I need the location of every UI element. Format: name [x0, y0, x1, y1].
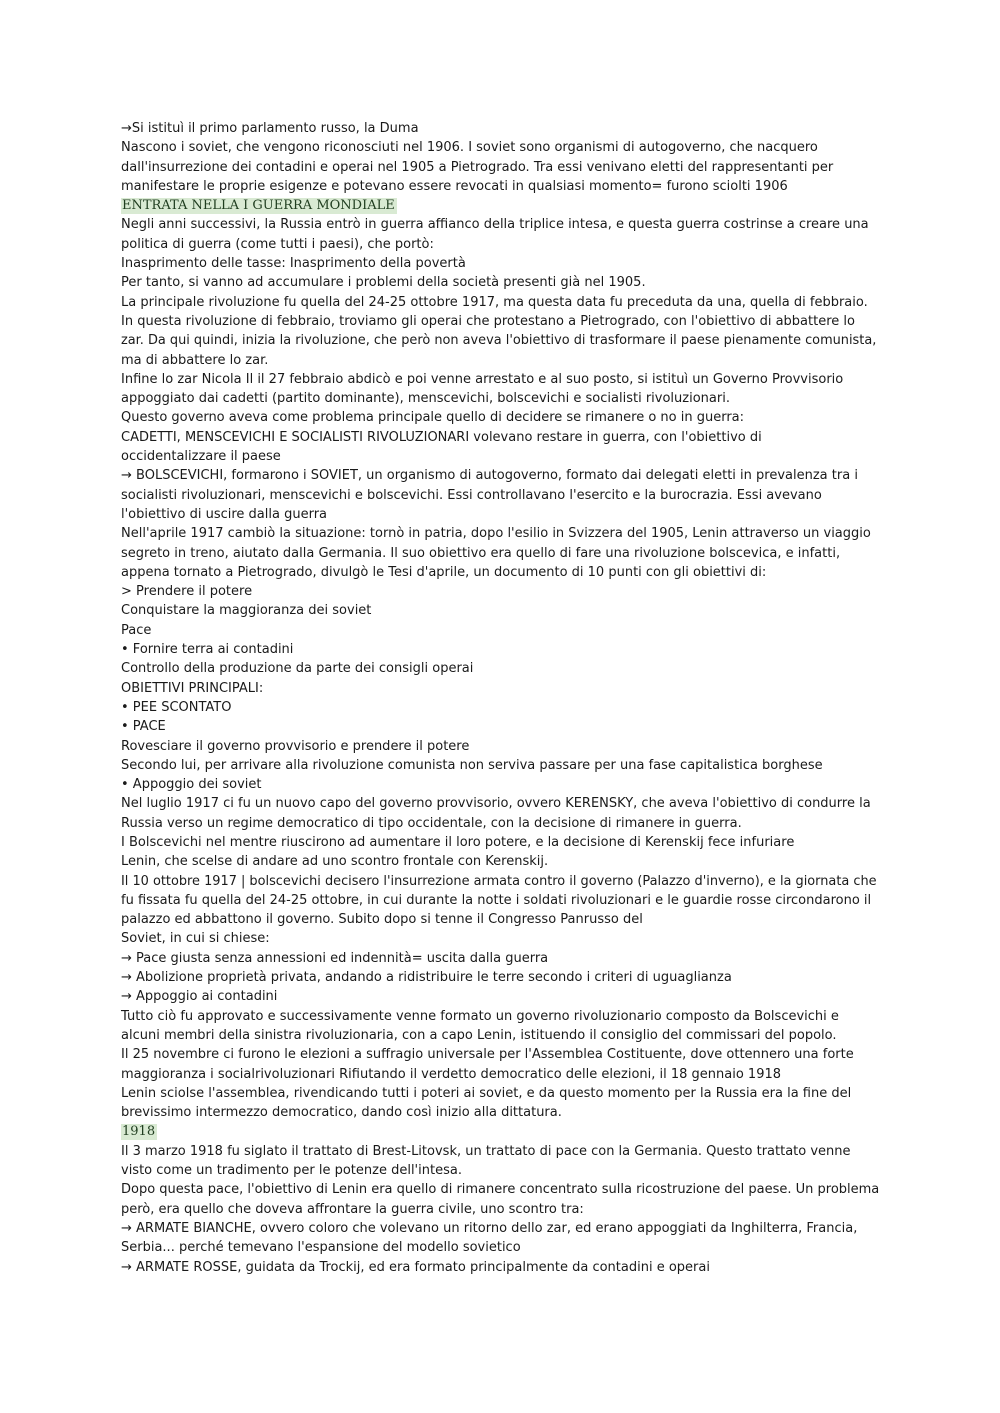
- text-line: [121, 949, 881, 968]
- text-line: [121, 698, 881, 717]
- line-text: Nell'aprile 1917 cambiò la situazione: tornò in patria, dopo l'esilio in Svizzera del 1905, Lenin attraverso un viaggio: [121, 526, 871, 542]
- text-line: [121, 273, 881, 292]
- text-line: [121, 852, 881, 871]
- text-line: [121, 1007, 881, 1026]
- line-text: Il 10 ottobre 1917 | bolscevichi decisero l'insurrezione armata contro il governo (Palazzo d'inverno), e la giornata che: [121, 873, 877, 889]
- line-text: • PEE SCONTATO: [121, 699, 232, 715]
- line-text: Rovesciare il governo provvisorio e prendere il potere: [121, 738, 470, 754]
- text-line: [121, 119, 881, 138]
- document-page: [121, 119, 881, 1277]
- line-text: →Si istituì il primo parlamento russo, la Duma: [121, 121, 419, 136]
- line-text: Negli anni successivi, la Russia entrò in guerra affianco della triplice intesa, e questa guerra costrinse a creare una: [121, 217, 869, 233]
- text-line: [121, 505, 881, 524]
- line-text: CADETTI, MENSCEVICHI E SOCIALISTI RIVOLUZIONARI volevano restare in guerra, con l'obiettivo di: [121, 429, 762, 445]
- text-line: [121, 891, 881, 910]
- text-line: [121, 1238, 881, 1257]
- line-text: appoggiato dai cadetti (partito dominante), menscevichi, bolscevichi e socialisti rivoluzionari.: [121, 391, 730, 407]
- text-line: [121, 544, 881, 563]
- line-text: Per tanto, si vanno ad accumulare i problemi della società presenti già nel 1905.: [121, 275, 646, 291]
- line-text: Conquistare la maggioranza dei soviet: [121, 603, 372, 619]
- text-line: [121, 1045, 881, 1064]
- line-text: • PACE: [121, 719, 166, 735]
- text-line: [121, 138, 881, 157]
- line-text: appena tornato a Pietrogrado, divulgò le Tesi d'aprile, un documento di 10 punti con gli obiettivi di:: [121, 564, 767, 580]
- text-line: [121, 563, 881, 582]
- line-text: occidentalizzare il paese: [121, 449, 281, 465]
- text-line: [121, 601, 881, 620]
- line-text: Lenin, che scelse di andare ad uno scontro frontale con Kerenskij.: [121, 854, 549, 870]
- text-line: [121, 775, 881, 794]
- text-line: [121, 466, 881, 485]
- text-line: [121, 1103, 881, 1122]
- text-line: [121, 158, 881, 177]
- line-text: In questa rivoluzione di febbraio, troviamo gli operai che protestano a Pietrogrado, con l'obiettivo di abbattere lo: [121, 313, 855, 329]
- line-text: Inasprimento delle tasse: Inasprimento della povertà: [121, 256, 466, 272]
- line-text: Infine lo zar Nicola Il il 27 febbraio abdicò e poi venne arrestato e al suo posto, si istituì un Governo Provvisorio: [121, 371, 844, 387]
- text-line: [121, 1219, 881, 1238]
- line-text: • Fornire terra ai contadini: [121, 642, 294, 658]
- text-line: [121, 640, 881, 659]
- line-text: l'obiettivo di uscire dalla guerra: [121, 506, 328, 522]
- line-text: Nascono i soviet, che vengono riconosciuti nel 1906. I soviet sono organismi di autogoverno, che nacquero: [121, 140, 818, 156]
- text-line: [121, 659, 881, 678]
- line-text: OBIETTIVI PRINCIPALI:: [121, 680, 264, 696]
- text-line: [121, 794, 881, 813]
- line-text: Pace: [121, 622, 152, 638]
- text-line: [121, 293, 881, 312]
- text-line: [121, 351, 881, 370]
- line-text: Controllo della produzione da parte dei consigli operai: [121, 661, 474, 677]
- text-line: [121, 968, 881, 987]
- line-text: → ARMATE BIANCHE, ovvero coloro che volevano un ritorno dello zar, ed erano appoggiati da Inghilterra, Francia,: [121, 1220, 858, 1236]
- line-text: manifestare le proprie esigenze e potevano essere revocati in qualsiasi momento= furono sciolti 1906: [121, 178, 788, 194]
- section-heading-line: [121, 1122, 881, 1141]
- text-line: [121, 737, 881, 756]
- text-line: [121, 1026, 881, 1045]
- line-text: Il 25 novembre ci furono le elezioni a suffragio universale per l'Assemblea Costituente, dove ottennero una forte: [121, 1047, 854, 1063]
- line-text: Questo governo aveva come problema principale quello di decidere se rimanere o no in guerra:: [121, 410, 745, 426]
- line-text: Secondo lui, per arrivare alla rivoluzione comunista non serviva passare per una fase capitalistica borghese: [121, 757, 823, 773]
- line-text: Lenin sciolse l'assemblea, rivendicando tutti i poteri ai soviet, e da questo momento per la Russia era la fine del: [121, 1085, 852, 1101]
- text-line: [121, 177, 881, 196]
- line-text: • Appoggio dei soviet: [121, 777, 262, 793]
- line-text: però, era quello che doveva affrontare la guerra civile, uno scontro tra:: [121, 1201, 584, 1217]
- text-line: [121, 717, 881, 736]
- text-line: [121, 408, 881, 427]
- line-text: I Bolscevichi nel mentre riuscirono ad aumentare il loro potere, e la decisione di Kerenskij fece infuriare: [121, 834, 795, 850]
- text-line: [121, 1200, 881, 1219]
- text-line: [121, 215, 881, 234]
- text-line: [121, 679, 881, 698]
- line-text: Serbia... perché temevano l'espansione del modello sovietico: [121, 1240, 521, 1256]
- line-text: politica di guerra (come tutti i paesi), che portò:: [121, 236, 434, 252]
- line-text: Il 3 marzo 1918 fu siglato il trattato di Brest-Litovsk, un trattato di pace con la Germania. Questo trattato venne: [121, 1143, 851, 1159]
- section-heading: ENTRATA NELLA I GUERRA MONDIALE: [122, 198, 395, 214]
- text-line: [121, 1180, 881, 1199]
- text-line: [121, 814, 881, 833]
- text-line: [121, 987, 881, 1006]
- line-text: zar. Da qui quindi, inizia la rivoluzione, che però non aveva l'obiettivo di trasformare il paese pienamente comunista,: [121, 333, 877, 349]
- text-line: [121, 582, 881, 601]
- text-line: [121, 1065, 881, 1084]
- line-text: La principale rivoluzione fu quella del 24-25 ottobre 1917, ma questa data fu preceduta da una, quella di febbraio.: [121, 294, 868, 310]
- text-line: [121, 524, 881, 543]
- line-text: → BOLSCEVICHI, formarono i SOVIET, un organismo di autogoverno, formato dai delegati eletti in prevalenza tra i: [121, 468, 858, 484]
- text-line: [121, 447, 881, 466]
- text-line: [121, 486, 881, 505]
- line-text: Nel luglio 1917 ci fu un nuovo capo del governo provvisorio, ovvero KERENSKY, che aveva l'obiettivo di condurre la: [121, 796, 871, 812]
- text-line: [121, 235, 881, 254]
- text-line: [121, 254, 881, 273]
- text-line: [121, 929, 881, 948]
- text-line: [121, 910, 881, 929]
- line-text: → ARMATE ROSSE, guidata da Trockij, ed era formato principalmente da contadini e operai: [121, 1259, 710, 1275]
- line-text: → Appoggio ai contadini: [121, 989, 278, 1005]
- text-line: [121, 833, 881, 852]
- text-line: [121, 370, 881, 389]
- line-text: Tutto ciò fu approvato e successivamente venne formato un governo rivoluzionario composto da Bolscevichi e: [121, 1008, 839, 1024]
- line-text: Russia verso un regime democratico di tipo occidentale, con la decisione di rimanere in guerra.: [121, 815, 742, 831]
- text-line: [121, 1258, 881, 1277]
- line-text: segreto in treno, aiutato dalla Germania. Il suo obiettivo era quello di fare una rivoluzione bolscevica, e infatti,: [121, 545, 841, 561]
- text-line: [121, 331, 881, 350]
- line-text: → Pace giusta senza annessioni ed indennità= uscita dalla guerra: [121, 950, 549, 966]
- text-line: [121, 1142, 881, 1161]
- line-text: brevissimo intermezzo democratico, dando così inizio alla dittatura.: [121, 1105, 562, 1121]
- section-heading-line: [121, 196, 881, 215]
- line-text: Dopo questa pace, l'obiettivo di Lenin era quello di rimanere concentrato sulla ricostruzione del paese. Un problema: [121, 1182, 880, 1198]
- text-line: [121, 756, 881, 775]
- line-text: fu fissata fu quella del 24-25 ottobre, in cui durante la notte i soldati rivoluzionari e le guardie rosse circondarono il: [121, 892, 872, 908]
- line-text: palazzo ed abbattono il governo. Subito dopo si tenne il Congresso Panrusso del: [121, 912, 643, 928]
- text-line: [121, 428, 881, 447]
- text-line: [121, 312, 881, 331]
- line-text: visto come un tradimento per le potenze dell'intesa.: [121, 1163, 462, 1179]
- section-heading: 1918: [122, 1124, 156, 1140]
- line-text: ma di abbattere lo zar.: [121, 352, 269, 368]
- line-text: maggioranza i socialrivoluzionari Rifiutando il verdetto democratico delle elezioni, il 18 gennaio 1918: [121, 1066, 782, 1082]
- text-line: [121, 872, 881, 891]
- line-text: Soviet, in cui si chiese:: [121, 931, 270, 947]
- line-text: socialisti rivoluzionari, menscevichi e bolscevichi. Essi controllavano l'esercito e la burocrazia. Essi avevano: [121, 487, 822, 503]
- text-line: [121, 621, 881, 640]
- text-line: [121, 1084, 881, 1103]
- text-line: [121, 1161, 881, 1180]
- line-text: dall'insurrezione dei contadini e operai nel 1905 a Pietrogrado. Tra essi venivano eletti del rappresentanti per: [121, 159, 834, 175]
- line-text: → Abolizione proprietà privata, andando a ridistribuire le terre secondo i criteri di uguaglianza: [121, 970, 732, 986]
- line-text: > Prendere il potere: [121, 584, 253, 600]
- line-text: alcuni membri della sinistra rivoluzionaria, con a capo Lenin, istituendo il consiglio del commissari del popolo.: [121, 1027, 837, 1043]
- text-line: [121, 389, 881, 408]
